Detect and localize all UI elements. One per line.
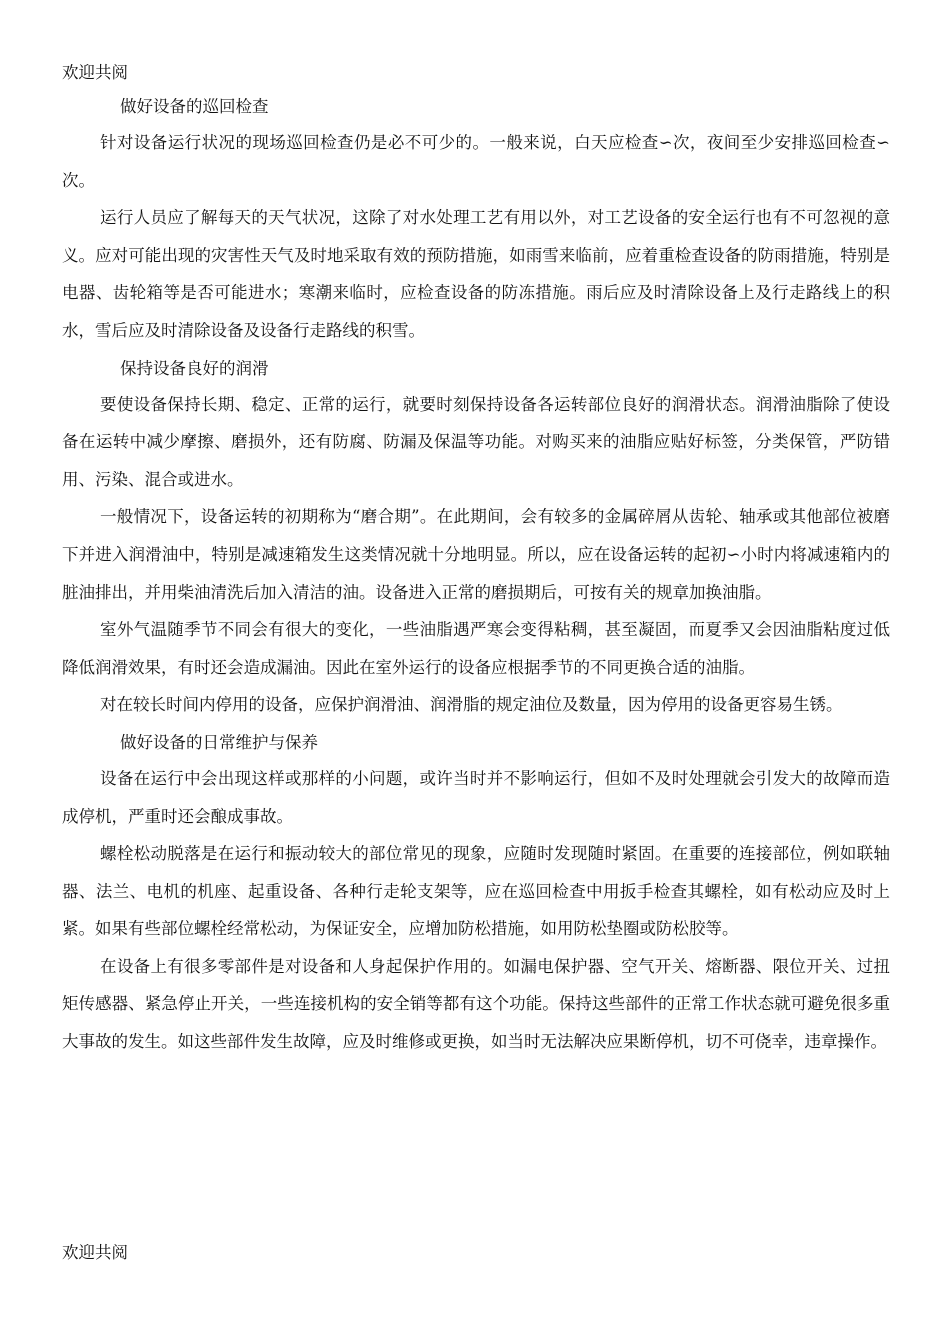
- page-footer: 欢迎共阅: [62, 1243, 128, 1262]
- paragraph: 室外气温随季节不同会有很大的变化，一些油脂遇严寒会变得粘稠，甚至凝固，而夏季又会因油脂粘度过低降低润滑效果，有时还会造成漏油。因此在室外运行的设备应根据季节的不同更换合适的油脂。: [62, 620, 890, 677]
- paragraph: 对在较长时间内停用的设备，应保护润滑油、润滑脂的规定油位及数量，因为停用的设备更容易生锈。: [100, 695, 843, 715]
- page-header: 欢迎共阅: [62, 63, 128, 82]
- paragraph: 设备在运行中会出现这样或那样的小问题，或许当时并不影响运行，但如不及时处理就会引发大的故障而造成停机，严重时还会酿成事故。: [62, 768, 890, 826]
- paragraph: 螺栓松动脱落是在运行和振动较大的部位常见的现象，应随时发现随时紧固。在重要的连接部位，例如联轴器、法兰、电机的机座、起重设备、各种行走轮支架等，应在巡回检查中用扳手检查其螺栓，如有松动应及时上紧。如果有些部位螺栓经常松动，为保证安全，应增加防松措施，如用防松垫圈或防松胶等。: [62, 844, 890, 939]
- section-title: 做好设备的巡回检查: [120, 97, 269, 116]
- section-title: 保持设备良好的润滑: [120, 358, 269, 378]
- paragraph: 针对设备运行状况的现场巡回检查仍是必不可少的。一般来说，白天应检查∽次，夜间至少安排巡回检查∽次。: [62, 133, 890, 190]
- section-title: 做好设备的日常维护与保养: [120, 732, 318, 752]
- section-daily-maintenance: [62, 730, 890, 1061]
- paragraph: 运行人员应了解每天的天气状况，这除了对水处理工艺有用以外，对工艺设备的安全运行也有不可忽视的意义。应对可能出现的灾害性天气及时地采取有效的预防措施，如雨雪来临前，应着重检查设备的防雨措施，特别是电器、齿轮箱等是否可能进水；寒潮来临时，应检查设备的防冻措施。雨后应及时清除设备上及行走路线上的积水，雪后应及时清除设备及设备行走路线的积雪。: [62, 208, 890, 340]
- paragraph: 一般情况下，设备运转的初期称为“磨合期”。在此期间，会有较多的金属碎屑从齿轮、轴承或其他部位被磨下并进入润滑油中，特别是减速箱发生这类情况就十分地明显。所以，应在设备运转的起初∽小时内将减速箱内的脏油排出，并用柴油清洗后加入清洁的油。设备进入正常的磨损期后，可按有关的规章加换油脂。: [62, 507, 890, 602]
- section-lubrication: [62, 356, 890, 724]
- document-body: [62, 88, 890, 1061]
- paragraph: 在设备上有很多零部件是对设备和人身起保护作用的。如漏电保护器、空气开关、熔断器、限位开关、过扭矩传感器、紧急停止开关，一些连接机构的安全销等都有这个功能。保持这些部件的正常工作状态就可避免很多重大事故的发生。如这些部件发生故障，应及时维修或更换，如当时无法解决应果断停机，切不可侥幸，违章操作。: [62, 956, 890, 1052]
- section-patrol-inspection: [62, 94, 890, 350]
- paragraph: 要使设备保持长期、稳定、正常的运行，就要时刻保持设备各运转部位良好的润滑状态。润滑油脂除了使设备在运转中减少摩擦、磨损外，还有防腐、防漏及保温等功能。对购买来的油脂应贴好标签，分类保管，严防错用、污染、混合或进水。: [62, 394, 890, 489]
